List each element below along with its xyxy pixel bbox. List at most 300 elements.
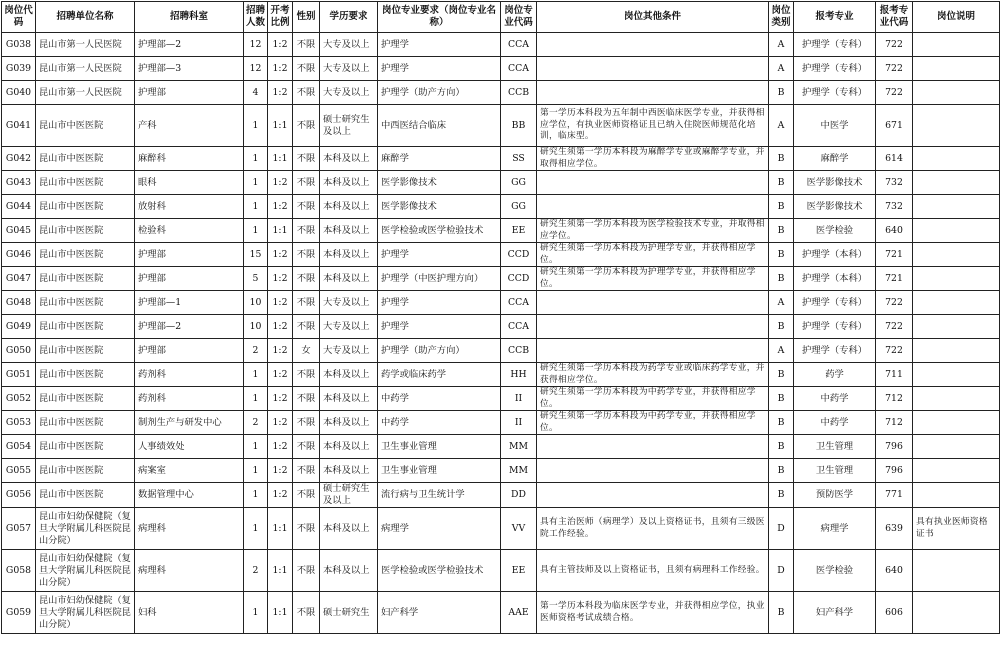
unit-name-cell: 昆山市中医医院 [36,339,135,363]
position-note-cell [913,411,1000,435]
major-requirement-cell: 中药学 [378,411,501,435]
table-row [2,243,1000,267]
gender-cell: 不限 [293,33,320,57]
unit-name-cell: 昆山市妇幼保健院（复旦大学附属儿科医院昆山分院） [36,592,135,634]
hire-count-cell: 4 [244,81,268,105]
education-cell: 本科及以上 [320,267,378,291]
exam-ratio-cell: 1:2 [268,339,293,363]
exam-ratio-cell: 1:2 [268,33,293,57]
position-code-cell: G038 [2,33,36,57]
exam-major-code-cell: 796 [876,435,913,459]
table-row [2,105,1000,147]
education-cell: 本科及以上 [320,195,378,219]
exam-major-code-cell: 640 [876,550,913,592]
hire-count-cell: 1 [244,195,268,219]
major-code-cell: CCB [501,81,537,105]
exam-ratio-cell: 1:1 [268,592,293,634]
exam-ratio-cell: 1:2 [268,81,293,105]
position-note-cell [913,291,1000,315]
position-code-cell: G040 [2,81,36,105]
department-cell: 眼科 [135,171,244,195]
header-row [2,2,1000,33]
education-cell: 大专及以上 [320,33,378,57]
major-requirement-cell: 护理学（助产方向） [378,81,501,105]
unit-name-cell: 昆山市中医医院 [36,435,135,459]
gender-cell: 不限 [293,291,320,315]
hire-count-cell: 1 [244,363,268,387]
position-code-cell: G041 [2,105,36,147]
exam-major-code-cell: 796 [876,459,913,483]
table-row [2,57,1000,81]
hire-count-cell: 2 [244,411,268,435]
exam-major-code-cell: 771 [876,483,913,508]
major-code-cell: GG [501,171,537,195]
gender-cell: 不限 [293,592,320,634]
position-category-cell: B [769,592,794,634]
position-code-cell: G043 [2,171,36,195]
header-code: 岗位代码 [2,2,36,33]
exam-major-cell: 卫生管理 [794,459,876,483]
exam-major-code-cell: 606 [876,592,913,634]
exam-major-code-cell: 722 [876,291,913,315]
exam-major-code-cell: 614 [876,147,913,171]
position-note-cell [913,171,1000,195]
position-code-cell: G053 [2,411,36,435]
position-note-cell [913,592,1000,634]
position-category-cell: B [769,267,794,291]
position-note-cell [913,483,1000,508]
unit-name-cell: 昆山市中医医院 [36,219,135,243]
position-code-cell: G042 [2,147,36,171]
major-requirement-cell: 医学检验或医学检验技术 [378,550,501,592]
other-conditions-cell: 研究生须第一学历本科段为药学专业或临床药学专业，并获得相应学位。 [537,363,769,387]
major-requirement-cell: 妇产科学 [378,592,501,634]
position-category-cell: D [769,550,794,592]
exam-ratio-cell: 1:2 [268,291,293,315]
exam-major-cell: 病理学 [794,508,876,550]
exam-major-code-cell: 640 [876,219,913,243]
hire-count-cell: 1 [244,592,268,634]
exam-major-code-cell: 722 [876,57,913,81]
exam-major-cell: 药学 [794,363,876,387]
gender-cell: 不限 [293,243,320,267]
education-cell: 硕士研究生及以上 [320,483,378,508]
header-exam-code: 报考专业代码 [876,2,913,33]
exam-major-code-cell: 712 [876,387,913,411]
exam-ratio-cell: 1:2 [268,363,293,387]
table-row [2,81,1000,105]
other-conditions-cell [537,195,769,219]
gender-cell: 不限 [293,147,320,171]
unit-name-cell: 昆山市中医医院 [36,147,135,171]
major-requirement-cell: 护理学（中医护理方向） [378,267,501,291]
position-category-cell: B [769,363,794,387]
table-row [2,435,1000,459]
department-cell: 放射科 [135,195,244,219]
major-requirement-cell: 中西医结合临床 [378,105,501,147]
department-cell: 药剂科 [135,363,244,387]
position-code-cell: G058 [2,550,36,592]
major-requirement-cell: 中药学 [378,387,501,411]
hire-count-cell: 1 [244,459,268,483]
department-cell: 制剂生产与研发中心 [135,411,244,435]
exam-major-cell: 麻醉学 [794,147,876,171]
position-code-cell: G046 [2,243,36,267]
position-code-cell: G045 [2,219,36,243]
header-dept: 招聘科室 [135,2,244,33]
hire-count-cell: 10 [244,291,268,315]
major-requirement-cell: 医学影像技术 [378,171,501,195]
other-conditions-cell: 第一学历本科段为临床医学专业，并获得相应学位，执业医师资格考试成绩合格。 [537,592,769,634]
exam-major-cell: 医学检验 [794,219,876,243]
exam-major-cell: 护理学（专科） [794,291,876,315]
position-category-cell: B [769,243,794,267]
table-row [2,315,1000,339]
major-requirement-cell: 护理学 [378,33,501,57]
table-row [2,219,1000,243]
gender-cell: 不限 [293,363,320,387]
major-requirement-cell: 护理学（助产方向） [378,339,501,363]
major-requirement-cell: 药学或临床药学 [378,363,501,387]
position-code-cell: G047 [2,267,36,291]
department-cell: 护理部—3 [135,57,244,81]
position-category-cell: A [769,57,794,81]
education-cell: 本科及以上 [320,243,378,267]
position-note-cell [913,315,1000,339]
header-gender: 性别 [293,2,320,33]
position-note-cell [913,363,1000,387]
education-cell: 大专及以上 [320,315,378,339]
gender-cell: 不限 [293,267,320,291]
header-major-code: 岗位专业代码 [501,2,537,33]
hire-count-cell: 10 [244,315,268,339]
major-requirement-cell: 护理学 [378,315,501,339]
exam-ratio-cell: 1:2 [268,435,293,459]
table-row [2,363,1000,387]
hire-count-cell: 1 [244,171,268,195]
exam-ratio-cell: 1:2 [268,171,293,195]
job-positions-table [1,1,1000,634]
exam-major-cell: 护理学（专科） [794,339,876,363]
education-cell: 本科及以上 [320,550,378,592]
table-row [2,459,1000,483]
header-ratio: 开考比例 [268,2,293,33]
department-cell: 妇科 [135,592,244,634]
table-row [2,171,1000,195]
unit-name-cell: 昆山市中医医院 [36,459,135,483]
table-row [2,550,1000,592]
major-code-cell: VV [501,508,537,550]
exam-major-cell: 护理学（专科） [794,33,876,57]
other-conditions-cell [537,339,769,363]
education-cell: 本科及以上 [320,387,378,411]
exam-major-code-cell: 722 [876,339,913,363]
department-cell: 护理部 [135,81,244,105]
gender-cell: 不限 [293,411,320,435]
other-conditions-cell: 具有主管技师及以上资格证书，且须有病理科工作经验。 [537,550,769,592]
other-conditions-cell [537,435,769,459]
exam-major-cell: 医学检验 [794,550,876,592]
education-cell: 本科及以上 [320,459,378,483]
hire-count-cell: 1 [244,508,268,550]
position-category-cell: D [769,508,794,550]
gender-cell: 不限 [293,219,320,243]
position-code-cell: G048 [2,291,36,315]
hire-count-cell: 15 [244,243,268,267]
exam-ratio-cell: 1:2 [268,387,293,411]
gender-cell: 不限 [293,315,320,339]
position-category-cell: B [769,315,794,339]
other-conditions-cell [537,291,769,315]
gender-cell: 女 [293,339,320,363]
exam-major-cell: 医学影像技术 [794,195,876,219]
table-row [2,267,1000,291]
other-conditions-cell: 研究生须第一学历本科段为中药学专业，并获得相应学位。 [537,411,769,435]
position-note-cell [913,33,1000,57]
table-row [2,147,1000,171]
unit-name-cell: 昆山市中医医院 [36,411,135,435]
position-category-cell: B [769,459,794,483]
department-cell: 检验科 [135,219,244,243]
major-code-cell: CCD [501,243,537,267]
education-cell: 本科及以上 [320,219,378,243]
unit-name-cell: 昆山市中医医院 [36,483,135,508]
major-code-cell: CCA [501,291,537,315]
unit-name-cell: 昆山市妇幼保健院（复旦大学附属儿科医院昆山分院） [36,508,135,550]
gender-cell: 不限 [293,508,320,550]
major-code-cell: EE [501,550,537,592]
major-code-cell: SS [501,147,537,171]
exam-major-code-cell: 712 [876,411,913,435]
major-code-cell: BB [501,105,537,147]
exam-major-cell: 卫生管理 [794,435,876,459]
position-category-cell: B [769,171,794,195]
education-cell: 大专及以上 [320,339,378,363]
position-category-cell: B [769,219,794,243]
exam-ratio-cell: 1:1 [268,147,293,171]
position-note-cell [913,147,1000,171]
unit-name-cell: 昆山市中医医院 [36,195,135,219]
exam-major-cell: 护理学（本科） [794,267,876,291]
department-cell: 护理部—1 [135,291,244,315]
other-conditions-cell: 研究生须第一学历本科段为医学检验技术专业，并取得相应学位。 [537,219,769,243]
major-requirement-cell: 麻醉学 [378,147,501,171]
hire-count-cell: 2 [244,550,268,592]
other-conditions-cell [537,459,769,483]
other-conditions-cell [537,33,769,57]
exam-ratio-cell: 1:2 [268,195,293,219]
major-requirement-cell: 护理学 [378,291,501,315]
position-note-cell [913,243,1000,267]
unit-name-cell: 昆山市第一人民医院 [36,81,135,105]
education-cell: 大专及以上 [320,81,378,105]
other-conditions-cell [537,315,769,339]
header-major: 岗位专业要求（岗位专业名称） [378,2,501,33]
department-cell: 数据管理中心 [135,483,244,508]
major-code-cell: MM [501,435,537,459]
other-conditions-cell: 研究生须第一学历本科段为麻醉学专业或麻醉学专业，并取得相应学位。 [537,147,769,171]
education-cell: 本科及以上 [320,508,378,550]
hire-count-cell: 12 [244,33,268,57]
department-cell: 病理科 [135,508,244,550]
other-conditions-cell [537,57,769,81]
department-cell: 人事绩效处 [135,435,244,459]
exam-ratio-cell: 1:2 [268,483,293,508]
gender-cell: 不限 [293,459,320,483]
position-code-cell: G039 [2,57,36,81]
major-requirement-cell: 医学检验或医学检验技术 [378,219,501,243]
hire-count-cell: 1 [244,387,268,411]
major-requirement-cell: 病理学 [378,508,501,550]
hire-count-cell: 2 [244,339,268,363]
major-code-cell: EE [501,219,537,243]
position-category-cell: B [769,387,794,411]
exam-major-cell: 中药学 [794,411,876,435]
major-code-cell: CCB [501,339,537,363]
exam-major-cell: 护理学（专科） [794,81,876,105]
header-edu: 学历要求 [320,2,378,33]
header-note: 岗位说明 [913,2,1000,33]
department-cell: 药剂科 [135,387,244,411]
table-row [2,411,1000,435]
exam-major-cell: 医学影像技术 [794,171,876,195]
other-conditions-cell: 研究生须第一学历本科段为护理学专业，并获得相应学位。 [537,243,769,267]
table-body [2,33,1000,634]
major-code-cell: II [501,411,537,435]
exam-major-cell: 中医学 [794,105,876,147]
major-requirement-cell: 护理学 [378,243,501,267]
exam-major-cell: 中药学 [794,387,876,411]
position-note-cell [913,550,1000,592]
position-note-cell [913,339,1000,363]
gender-cell: 不限 [293,105,320,147]
exam-major-code-cell: 721 [876,243,913,267]
position-note-cell [913,81,1000,105]
position-category-cell: B [769,195,794,219]
hire-count-cell: 5 [244,267,268,291]
education-cell: 本科及以上 [320,147,378,171]
major-code-cell: MM [501,459,537,483]
position-note-cell [913,105,1000,147]
position-note-cell [913,195,1000,219]
position-note-cell [913,219,1000,243]
department-cell: 护理部—2 [135,33,244,57]
education-cell: 大专及以上 [320,57,378,81]
exam-major-code-cell: 722 [876,81,913,105]
gender-cell: 不限 [293,435,320,459]
position-note-cell [913,57,1000,81]
hire-count-cell: 12 [244,57,268,81]
gender-cell: 不限 [293,387,320,411]
gender-cell: 不限 [293,81,320,105]
hire-count-cell: 1 [244,219,268,243]
exam-ratio-cell: 1:1 [268,550,293,592]
education-cell: 本科及以上 [320,363,378,387]
education-cell: 本科及以上 [320,171,378,195]
major-requirement-cell: 护理学 [378,57,501,81]
gender-cell: 不限 [293,57,320,81]
department-cell: 护理部—2 [135,315,244,339]
department-cell: 病理科 [135,550,244,592]
exam-ratio-cell: 1:2 [268,411,293,435]
table-row [2,483,1000,508]
other-conditions-cell: 研究生须第一学历本科段为中药学专业，并获得相应学位。 [537,387,769,411]
major-requirement-cell: 流行病与卫生统计学 [378,483,501,508]
department-cell: 护理部 [135,267,244,291]
hire-count-cell: 1 [244,147,268,171]
header-count: 招聘人数 [244,2,268,33]
table-row [2,291,1000,315]
department-cell: 产科 [135,105,244,147]
position-category-cell: B [769,435,794,459]
position-code-cell: G052 [2,387,36,411]
position-code-cell: G057 [2,508,36,550]
exam-major-code-cell: 671 [876,105,913,147]
position-category-cell: A [769,291,794,315]
header-unit: 招聘单位名称 [36,2,135,33]
position-category-cell: B [769,411,794,435]
education-cell: 硕士研究生及以上 [320,105,378,147]
major-requirement-cell: 卫生事业管理 [378,435,501,459]
position-code-cell: G049 [2,315,36,339]
table-row [2,195,1000,219]
major-code-cell: DD [501,483,537,508]
major-requirement-cell: 医学影像技术 [378,195,501,219]
exam-ratio-cell: 1:1 [268,219,293,243]
department-cell: 护理部 [135,339,244,363]
exam-ratio-cell: 1:2 [268,315,293,339]
position-code-cell: G044 [2,195,36,219]
major-code-cell: CCA [501,315,537,339]
position-category-cell: A [769,339,794,363]
unit-name-cell: 昆山市中医医院 [36,387,135,411]
major-code-cell: CCA [501,33,537,57]
other-conditions-cell: 具有主治医师（病理学）及以上资格证书，且须有三级医院工作经验。 [537,508,769,550]
department-cell: 病案室 [135,459,244,483]
exam-ratio-cell: 1:1 [268,508,293,550]
other-conditions-cell [537,171,769,195]
position-category-cell: B [769,483,794,508]
position-category-cell: A [769,33,794,57]
exam-major-code-cell: 721 [876,267,913,291]
other-conditions-cell: 研究生须第一学历本科段为护理学专业，并获得相应学位。 [537,267,769,291]
header-other: 岗位其他条件 [537,2,769,33]
exam-major-code-cell: 722 [876,315,913,339]
education-cell: 大专及以上 [320,291,378,315]
major-code-cell: AAE [501,592,537,634]
position-category-cell: A [769,105,794,147]
gender-cell: 不限 [293,171,320,195]
exam-major-cell: 妇产科学 [794,592,876,634]
exam-major-code-cell: 732 [876,195,913,219]
unit-name-cell: 昆山市中医医院 [36,171,135,195]
exam-ratio-cell: 1:2 [268,243,293,267]
hire-count-cell: 1 [244,435,268,459]
other-conditions-cell [537,483,769,508]
other-conditions-cell: 第一学历本科段为五年制中西医临床医学专业，并获得相应学位，有执业医师资格证且已纳入住院医师规范化培训，临床型。 [537,105,769,147]
gender-cell: 不限 [293,195,320,219]
exam-major-cell: 预防医学 [794,483,876,508]
gender-cell: 不限 [293,483,320,508]
table-row [2,508,1000,550]
exam-major-code-cell: 722 [876,33,913,57]
position-category-cell: B [769,147,794,171]
exam-major-cell: 护理学（专科） [794,315,876,339]
position-note-cell [913,387,1000,411]
exam-major-code-cell: 732 [876,171,913,195]
hire-count-cell: 1 [244,105,268,147]
other-conditions-cell [537,81,769,105]
